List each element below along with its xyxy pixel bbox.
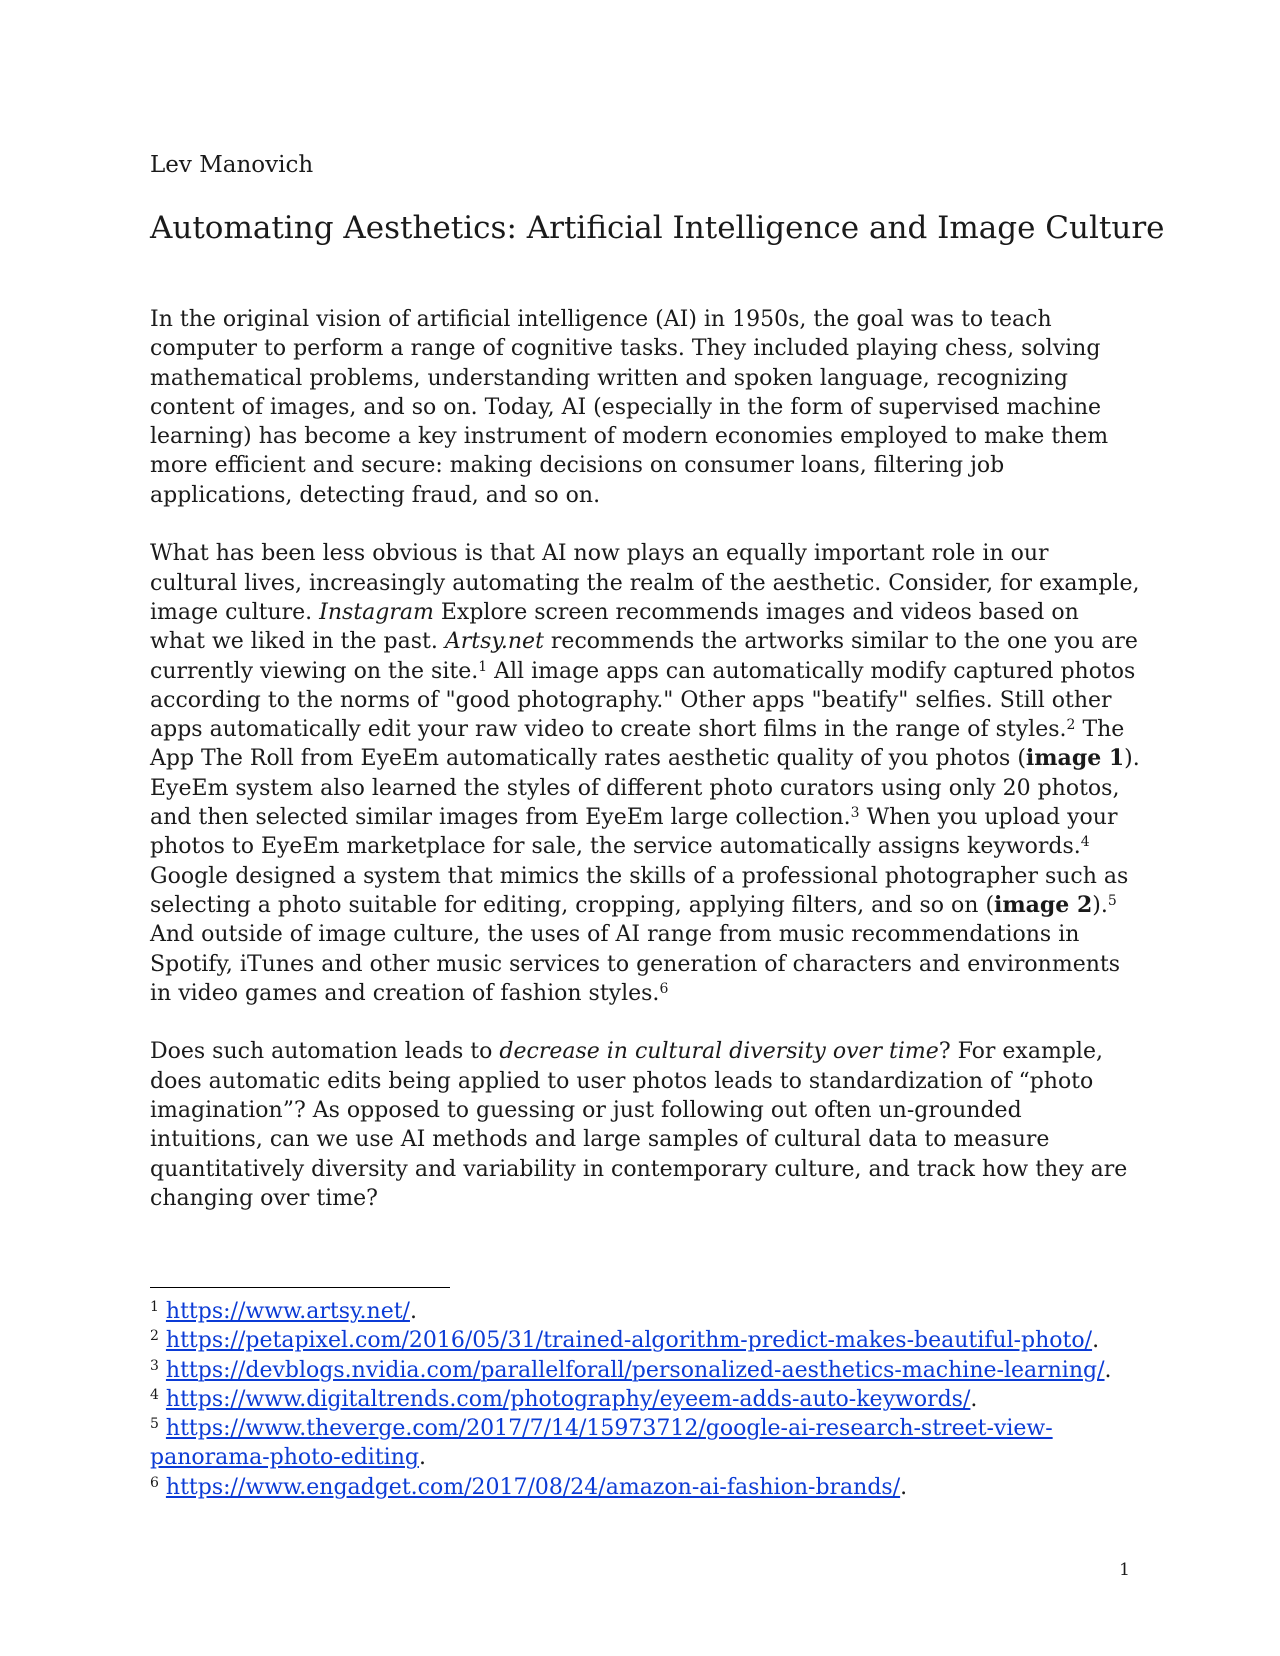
text-run: ). EyeEm system also learned the styles of different photo curators using only 20 photos, and then selected similar images from EyeEm large collection. bbox=[150, 746, 1140, 831]
footnote-5 bbox=[150, 1414, 1140, 1473]
footnote-period: . bbox=[409, 1299, 417, 1324]
footnote-number: 5 bbox=[150, 1416, 159, 1433]
footnote-number: 3 bbox=[150, 1357, 159, 1374]
footnote-ref-6[interactable]: 6 bbox=[659, 980, 669, 997]
footnote-period: . bbox=[1092, 1328, 1100, 1354]
footnote-ref-1[interactable]: 1 bbox=[478, 658, 488, 675]
page-number: 1 bbox=[1119, 1560, 1130, 1580]
footnote-3 bbox=[150, 1356, 1140, 1385]
text-run: Does such automation leads to bbox=[150, 1039, 500, 1065]
footnote-2 bbox=[150, 1326, 1140, 1355]
footnote-4 bbox=[150, 1385, 1140, 1414]
text-run: When you upload your photos to EyeEm marketplace for sale, the service automatically assigns keywords. bbox=[150, 805, 1118, 860]
footnote-period: . bbox=[1104, 1357, 1112, 1383]
paragraph-1: In the original vision of artificial intelligence (AI) in 1950s, the goal was to teach computer to perform a range of cognitive tasks. They included playing chess, solving mathematical problems, understanding written and spoken language, recognizing content of images, and so on. Today, AI (especially in the form of supervised machine learning) has become a key instrument of modern economies employed to make them more efficient and secure: making decisions on consumer loans, filtering job applications, detecting fraud, and so on. bbox=[150, 307, 1109, 508]
footnote-number: 1 bbox=[150, 1299, 159, 1315]
text-run: ). bbox=[1092, 892, 1108, 918]
footnote-link[interactable]: https://www.digitaltrends.com/photography/eyeem-adds-auto-keywords/ bbox=[165, 1386, 971, 1412]
footnote-link[interactable]: https://www.theverge.com/2017/7/14/15973712/google-ai-research-street-view-panorama-photo-editing bbox=[150, 1416, 1053, 1471]
body-text bbox=[150, 305, 1140, 1243]
emphasis-phrase: decrease in cultural diversity over time bbox=[499, 1039, 939, 1065]
footnote-link[interactable]: https://www.artsy.net/ bbox=[165, 1299, 410, 1324]
footnote-number: 2 bbox=[150, 1328, 159, 1345]
text-run: All image apps can automatically modify captured photos according to the norms of "good photography." Other apps "beatify" selfies. Still other apps automatically edit your raw video to create short films in the range of styles. bbox=[150, 658, 1136, 743]
author-name: Lev Manovich bbox=[150, 152, 314, 178]
footnote-6 bbox=[150, 1473, 1140, 1502]
image-1-ref: image 1 bbox=[1025, 745, 1125, 772]
footnote-period: . bbox=[900, 1474, 908, 1500]
image-2-ref: image 2 bbox=[994, 891, 1093, 918]
text-run: What has been less obvious is that AI now plays an equally important role in our cultural lives, increasingly automating the realm of the aesthetic. Consider, for example, image culture. bbox=[150, 541, 1140, 625]
footnotes bbox=[150, 1297, 1140, 1502]
footnote-ref-4[interactable]: 4 bbox=[1080, 834, 1090, 851]
artsy-name: Artsy.net bbox=[444, 629, 544, 655]
instagram-name: Instagram bbox=[319, 599, 434, 625]
text-run: The App The Roll from EyeEm automatically rates aesthetic quality of you photos ( bbox=[150, 717, 1125, 772]
footnote-number: 4 bbox=[150, 1386, 159, 1403]
footnote-link[interactable]: https://devblogs.nvidia.com/parallelforall/personalized-aesthetics-machine-learning/ bbox=[165, 1357, 1105, 1383]
footnote-period: . bbox=[418, 1445, 426, 1471]
document-title: Automating Aesthetics: Artificial Intelligence and Image Culture bbox=[150, 210, 1165, 246]
footnote-link[interactable]: https://www.engadget.com/2017/08/24/amazon-ai-fashion-brands/ bbox=[165, 1474, 901, 1500]
footnote-number: 6 bbox=[150, 1474, 159, 1491]
text-run: ? For example, does automatic edits being applied to user photos leads to standardization of “photo imagination”? As opposed to guessing or just following out often un-grounded intuitions, can we use AI methods and large samples of cultural data to measure quantitatively diversity and variability in contemporary culture, and track how they are changing over time? bbox=[150, 1039, 1128, 1211]
footnote-1 bbox=[150, 1297, 1140, 1326]
paragraph-3 bbox=[150, 1037, 1140, 1213]
footnote-period: . bbox=[970, 1386, 978, 1412]
footnote-ref-3[interactable]: 3 bbox=[850, 805, 860, 822]
footnote-ref-2[interactable]: 2 bbox=[1066, 717, 1076, 734]
text-run: Explore screen recommends images and videos based on what we liked in the past. bbox=[150, 599, 1079, 655]
text-run: Google designed a system that mimics the skills of a professional photographer such as selecting a photo suitable for editing, cropping, applying filters, and so on ( bbox=[150, 863, 1129, 918]
paragraph-2 bbox=[150, 539, 1140, 1008]
text-run: And outside of image culture, the uses of AI range from music recommendations in Spotify, iTunes and other music services to generation of characters and environments in video games and creation of fashion styles. bbox=[150, 922, 1121, 1006]
footnote-ref-5[interactable]: 5 bbox=[1107, 892, 1117, 909]
footnote-divider bbox=[150, 1287, 450, 1288]
footnote-link[interactable]: https://petapixel.com/2016/05/31/trained-algorithm-predict-makes-beautiful-photo/ bbox=[165, 1328, 1093, 1354]
text-run: recommends the artworks similar to the one you are currently viewing on the site. bbox=[150, 629, 1138, 684]
